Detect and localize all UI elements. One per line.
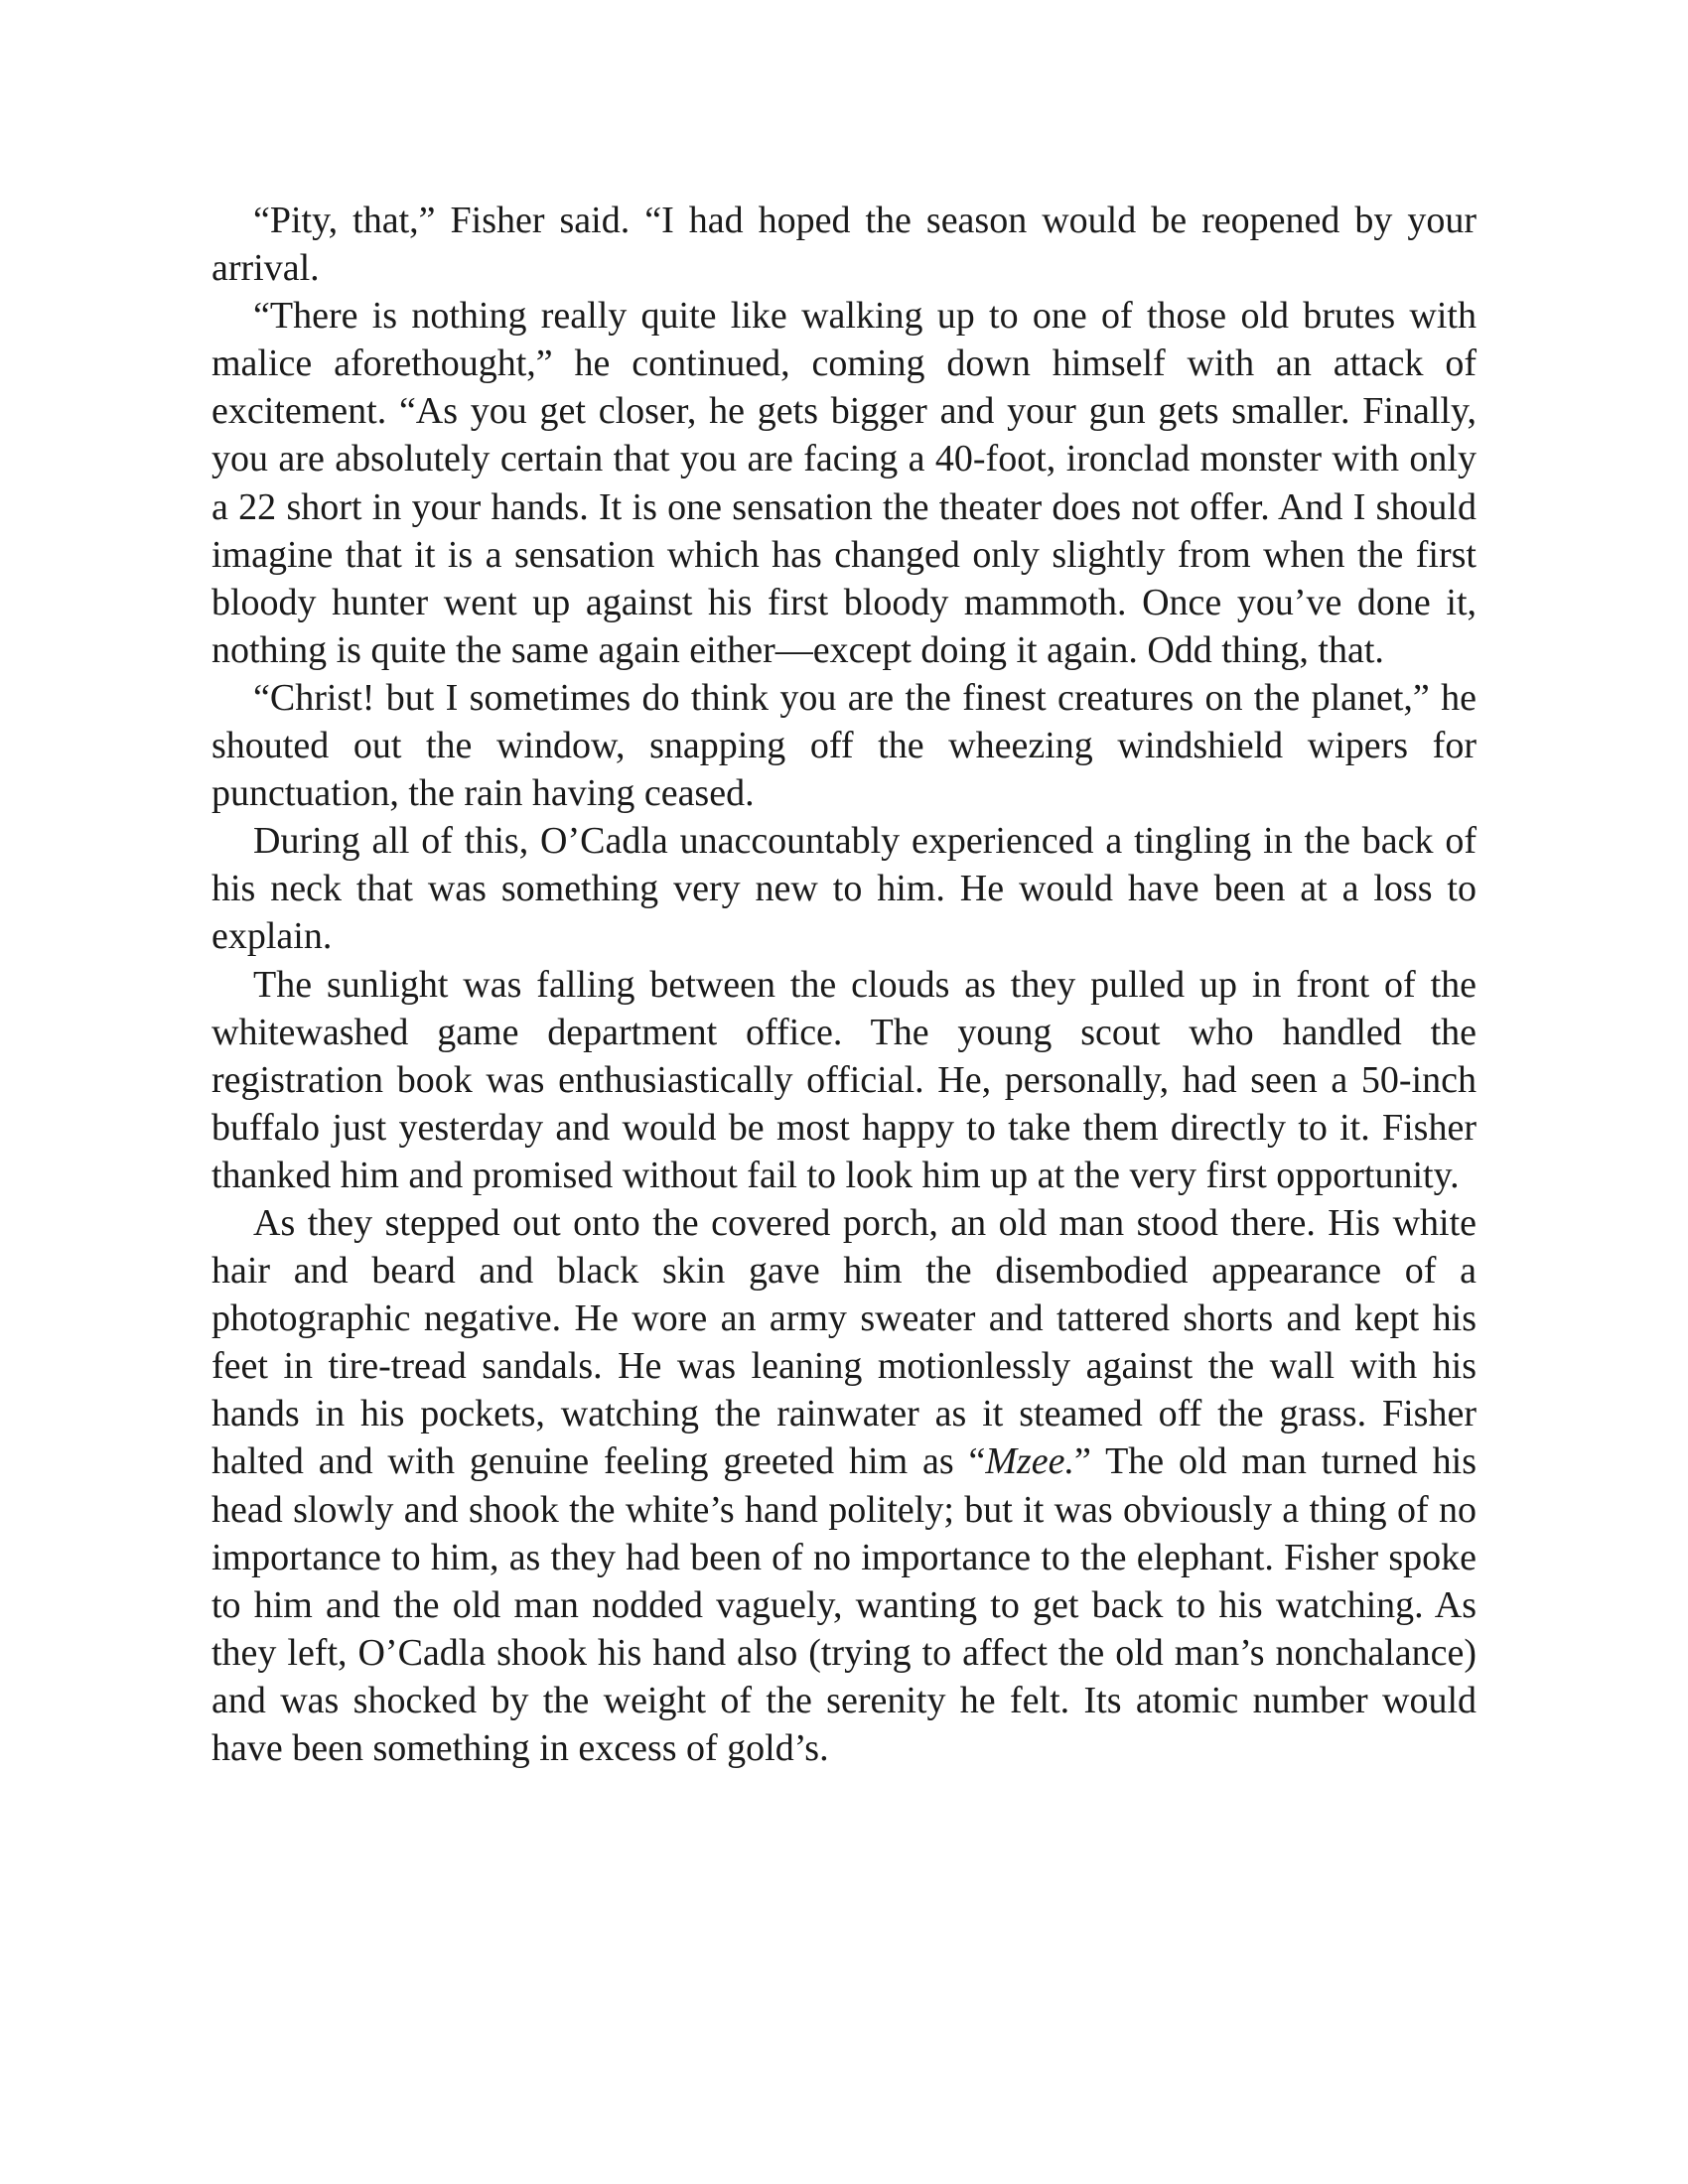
paragraph-6 <box>211 1199 1477 1772</box>
italic-word-mzee: Mzee. <box>985 1440 1075 1483</box>
paragraph-4: During all of this, O’Cadla unaccountably experienced a tingling in the back of his neck that was something very new to him. He would have been at a loss to explain. <box>211 820 1477 958</box>
paragraph-6-before: As they stepped out onto the covered porch, an old man stood there. His white hair and beard and black skin gave him the disembodied appearance of a photographic negative. He wore an army sweater and tattered shorts and kept his feet in tire-tread sandals. He was leaning motionlessly against the wall with his hands in his pockets, watching the rainwater as it steamed off the grass. Fisher halted and with genuine feeling greeted him as “ <box>211 1201 1477 1483</box>
paragraph-1: “Pity, that,” Fisher said. “I had hoped the season would be reopened by your arrival. <box>211 200 1477 290</box>
paragraph-5: The sunlight was falling between the clouds as they pulled up in front of the whitewashed game department office. The young scout who handled the registration book was enthusiastically official. He, personally, had seen a 50-inch buffalo just yesterday and would be most happy to take them directly to it. Fisher thanked him and promised without fail to look him up at the very first opportunity. <box>211 963 1477 1196</box>
paragraph-3: “Christ! but I sometimes do think you are the finest creatures on the planet,” he shouted out the window, snapping off the wheezing windshield wipers for punctuation, the rain having ceased. <box>211 676 1477 815</box>
page-body <box>211 197 1477 1772</box>
paragraph-2: “There is nothing really quite like walking up to one of those old brutes with malice aforethought,” he continued, coming down himself with an attack of excitement. “As you get closer, he gets bigger and your gun gets smaller. Finally, you are absolutely certain that you are facing a 40-foot, ironclad monster with only a 22 short in your hands. It is one sensation the theater does not offer. And I should imagine that it is a sensation which has changed only slightly from when the first bloody hunter went up against his first bloody mammoth. Once you’ve done it, nothing is quite the same again either—except doing it again. Odd thing, that. <box>211 295 1477 671</box>
paragraph-6-after: ” The old man turned his head slowly and shook the white’s hand politely; but it was obviously a thing of no importance to him, as they had been of no importance to the elephant. Fisher spoke to him and the old man nodded vaguely, wanting to get back to his watching. As they left, O’Cadla shook his hand also (trying to affect the old man’s nonchalance) and was shocked by the weight of the serenity he felt. Its atomic number would have been something in excess of gold’s. <box>211 1440 1477 1769</box>
